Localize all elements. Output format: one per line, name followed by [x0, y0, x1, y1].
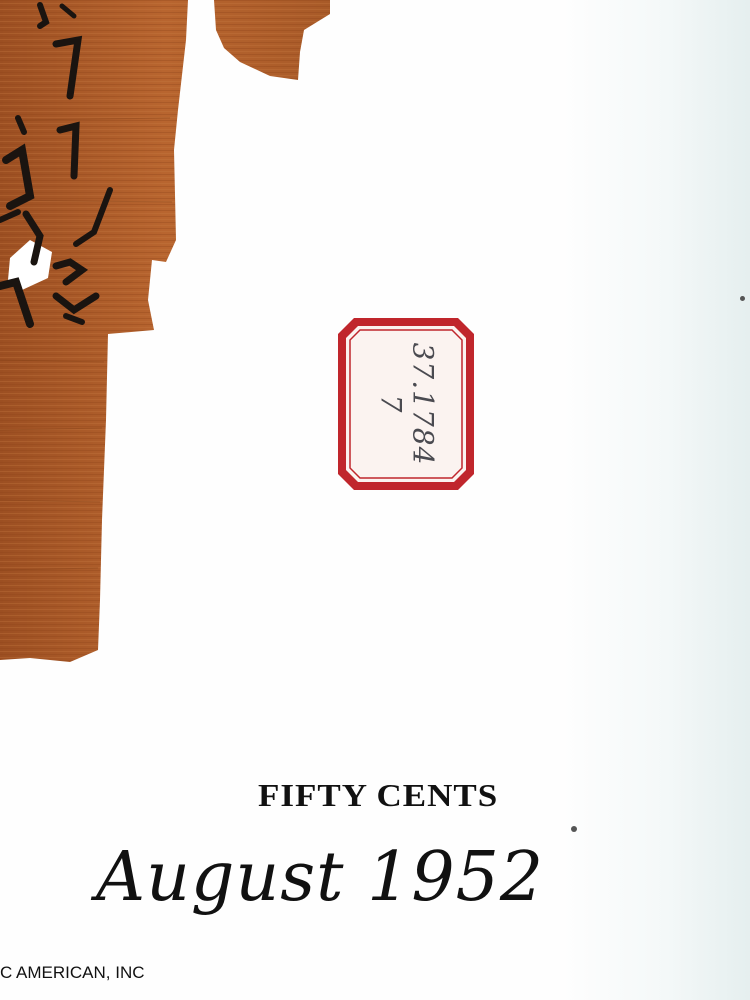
papyrus-fragment-image [0, 0, 330, 670]
print-speck [740, 296, 745, 301]
publisher-credit: C AMERICAN, INC [0, 963, 145, 982]
paper-edge-shade [560, 0, 750, 1000]
accession-number: 37.1784 7 [374, 342, 440, 466]
print-speck [571, 826, 577, 832]
issue-date: August 1952 [96, 838, 545, 917]
cover-price: FIFTY CENTS [258, 777, 499, 814]
library-tag-label [352, 334, 460, 474]
